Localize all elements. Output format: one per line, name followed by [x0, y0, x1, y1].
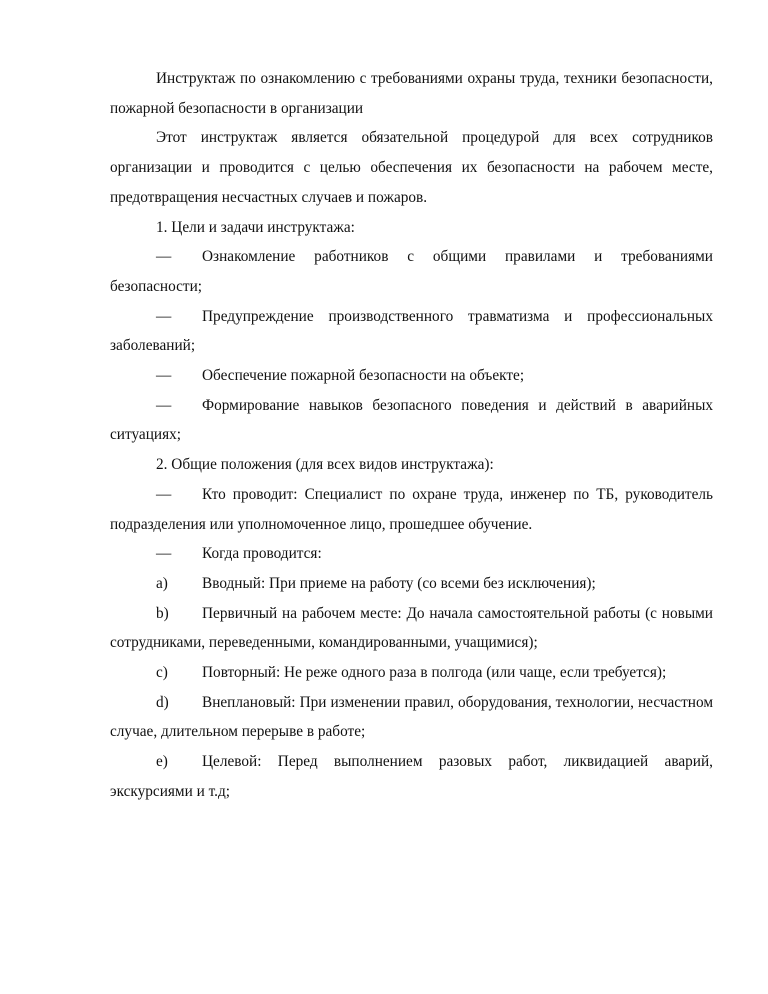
list-item-text: Внеплановый: При изменении правил, оборудования, технологии, несчастном случае, длительном перерыве в работе;	[110, 693, 713, 741]
list-marker: —	[156, 367, 172, 385]
list-item-text: Предупреждение производственного травматизма и профессиональных заболеваний;	[110, 307, 713, 355]
list-item	[110, 569, 713, 599]
list-item	[110, 747, 713, 806]
list-item-text: Когда проводится:	[202, 545, 322, 563]
list-item	[110, 391, 713, 450]
list-item	[110, 242, 713, 301]
list-item	[110, 361, 713, 391]
list-item	[110, 480, 713, 539]
list-item-text: Повторный: Не реже одного раза в полгода (или чаще, если требуется);	[202, 664, 667, 682]
list-item-text: Первичный на рабочем месте: До начала самостоятельной работы (с новыми сотрудниками, переведенными, командированными, учащимися);	[110, 604, 713, 652]
list-marker: —	[156, 307, 172, 325]
list-marker: d)	[156, 693, 169, 711]
list-marker: a)	[156, 574, 168, 592]
list-item-text: Кто проводит: Специалист по охране труда, инженер по ТБ, руководитель подразделения или уполномоченное лицо, прошедшее обучение.	[110, 485, 713, 533]
document-title: Инструктаж по ознакомлению с требованиями охраны труда, техники безопасности, пожарной безопасности в организации	[110, 70, 713, 117]
list-item	[110, 302, 713, 361]
list-item	[110, 599, 713, 658]
list-item-text: Обеспечение пожарной безопасности на объекте;	[202, 367, 525, 385]
list-marker: —	[156, 248, 172, 266]
list-item-text: Ознакомление работников с общими правилами и требованиями безопасности;	[110, 248, 713, 295]
document-body	[110, 64, 713, 807]
list-marker: b)	[156, 604, 169, 622]
section-1-heading: 1. Цели и задачи инструктажа:	[156, 218, 355, 236]
list-marker: c)	[156, 664, 168, 682]
list-item-text: Вводный: При приеме на работу (со всеми без исключения);	[202, 574, 596, 592]
list-marker: e)	[156, 753, 168, 771]
list-marker: —	[156, 396, 172, 414]
list-item-text: Формирование навыков безопасного поведения и действий в аварийных ситуациях;	[110, 396, 713, 444]
list-item	[110, 658, 713, 688]
list-marker: —	[156, 545, 172, 563]
section-2-heading: 2. Общие положения (для всех видов инструктажа):	[156, 456, 494, 474]
list-item-text: Целевой: Перед выполнением разовых работ, ликвидацией аварий, экскурсиями и т.д;	[110, 753, 713, 800]
list-item	[110, 539, 713, 569]
list-marker: —	[156, 485, 172, 503]
intro-paragraph: Этот инструктаж является обязательной процедурой для всех сотрудников организации и проводится с целью обеспечения их безопасности на рабочем месте, предотвращения несчастных случаев и пожаров.	[110, 129, 713, 206]
list-item	[110, 688, 713, 747]
